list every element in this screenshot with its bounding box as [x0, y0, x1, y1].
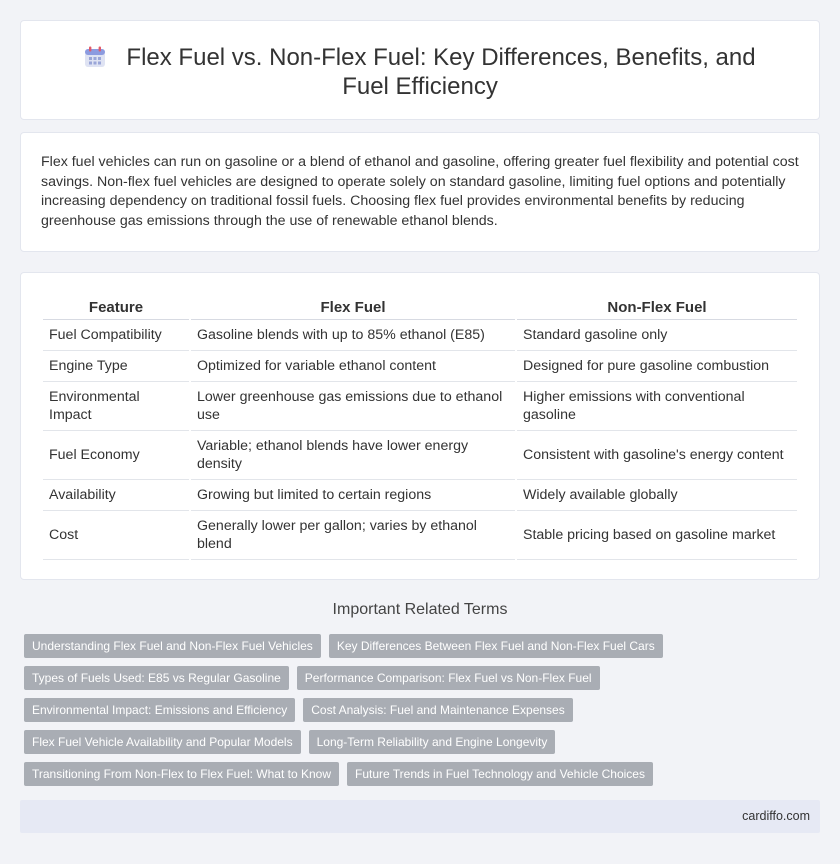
non-flex-fuel-cell: Higher emissions with conventional gasoline [517, 382, 797, 431]
feature-cell: Environmental Impact [43, 382, 189, 431]
related-term-tag[interactable]: Performance Comparison: Flex Fuel vs Non-Flex Fuel [297, 666, 600, 690]
flex-fuel-cell: Variable; ethanol blends have lower energy density [191, 431, 515, 480]
table-row [43, 431, 797, 480]
related-term-tag[interactable]: Future Trends in Fuel Technology and Vehicle Choices [347, 762, 653, 786]
feature-cell: Cost [43, 511, 189, 560]
related-term-tag[interactable]: Key Differences Between Flex Fuel and Non-Flex Fuel Cars [329, 634, 663, 658]
related-term-tag[interactable]: Understanding Flex Fuel and Non-Flex Fuel Vehicles [24, 634, 321, 658]
comparison-table [41, 295, 799, 560]
feature-cell: Availability [43, 480, 189, 511]
related-term-tag[interactable]: Environmental Impact: Emissions and Efficiency [24, 698, 295, 722]
flex-fuel-cell: Gasoline blends with up to 85% ethanol (E85) [191, 320, 515, 351]
related-term-tag[interactable]: Transitioning From Non-Flex to Flex Fuel: What to Know [24, 762, 339, 786]
table-row [43, 351, 797, 382]
related-term-tag[interactable]: Flex Fuel Vehicle Availability and Popular Models [24, 730, 301, 754]
header-card [20, 20, 820, 120]
flex-fuel-cell: Generally lower per gallon; varies by ethanol blend [191, 511, 515, 560]
page-title-text: Flex Fuel vs. Non-Flex Fuel: Key Differences, Benefits, and Fuel Efficiency [126, 44, 756, 100]
intro-paragraph: Flex fuel vehicles can run on gasoline or a blend of ethanol and gasoline, offering greater fuel flexibility and potential cost savings. Non-flex fuel vehicles are designed to operate solely on standard gasoline, limiting fuel options and potentially increasing dependency on traditional fossil fuels. Choosing flex fuel provides environmental benefits by reducing greenhouse gas emissions through the use of renewable ethanol blends. [41, 154, 799, 229]
flex-fuel-cell: Lower greenhouse gas emissions due to ethanol use [191, 382, 515, 431]
related-term-tag[interactable]: Long-Term Reliability and Engine Longevity [309, 730, 556, 754]
header-flex-fuel: Flex Fuel [191, 295, 515, 320]
table-row [43, 320, 797, 351]
calendar-icon [84, 46, 106, 68]
flex-fuel-cell: Optimized for variable ethanol content [191, 351, 515, 382]
related-terms-title: Important Related Terms [332, 601, 508, 618]
related-term-tag[interactable]: Types of Fuels Used: E85 vs Regular Gasoline [24, 666, 289, 690]
tag-row [24, 666, 824, 690]
flex-fuel-cell: Growing but limited to certain regions [191, 480, 515, 511]
header-non-flex-fuel: Non-Flex Fuel [517, 295, 797, 320]
tag-row [24, 634, 824, 658]
tag-row [24, 762, 824, 786]
non-flex-fuel-cell: Widely available globally [517, 480, 797, 511]
table-row [43, 382, 797, 431]
table-row [43, 480, 797, 511]
non-flex-fuel-cell: Stable pricing based on gasoline market [517, 511, 797, 560]
feature-cell: Fuel Compatibility [43, 320, 189, 351]
title-row [21, 43, 819, 101]
footer-site-link[interactable]: cardiffo.com [742, 809, 810, 823]
page-title [61, 43, 779, 101]
feature-cell: Fuel Economy [43, 431, 189, 480]
tag-row [24, 698, 824, 722]
comparison-card [20, 272, 820, 580]
non-flex-fuel-cell: Designed for pure gasoline combustion [517, 351, 797, 382]
table-row [43, 511, 797, 560]
non-flex-fuel-cell: Consistent with gasoline's energy content [517, 431, 797, 480]
table-header-row [43, 295, 797, 320]
header-feature: Feature [43, 295, 189, 320]
related-terms-list [24, 634, 824, 794]
footer [20, 800, 820, 833]
related-term-tag[interactable]: Cost Analysis: Fuel and Maintenance Expenses [303, 698, 572, 722]
feature-cell: Engine Type [43, 351, 189, 382]
intro-card [20, 132, 820, 252]
tag-row [24, 730, 824, 754]
non-flex-fuel-cell: Standard gasoline only [517, 320, 797, 351]
